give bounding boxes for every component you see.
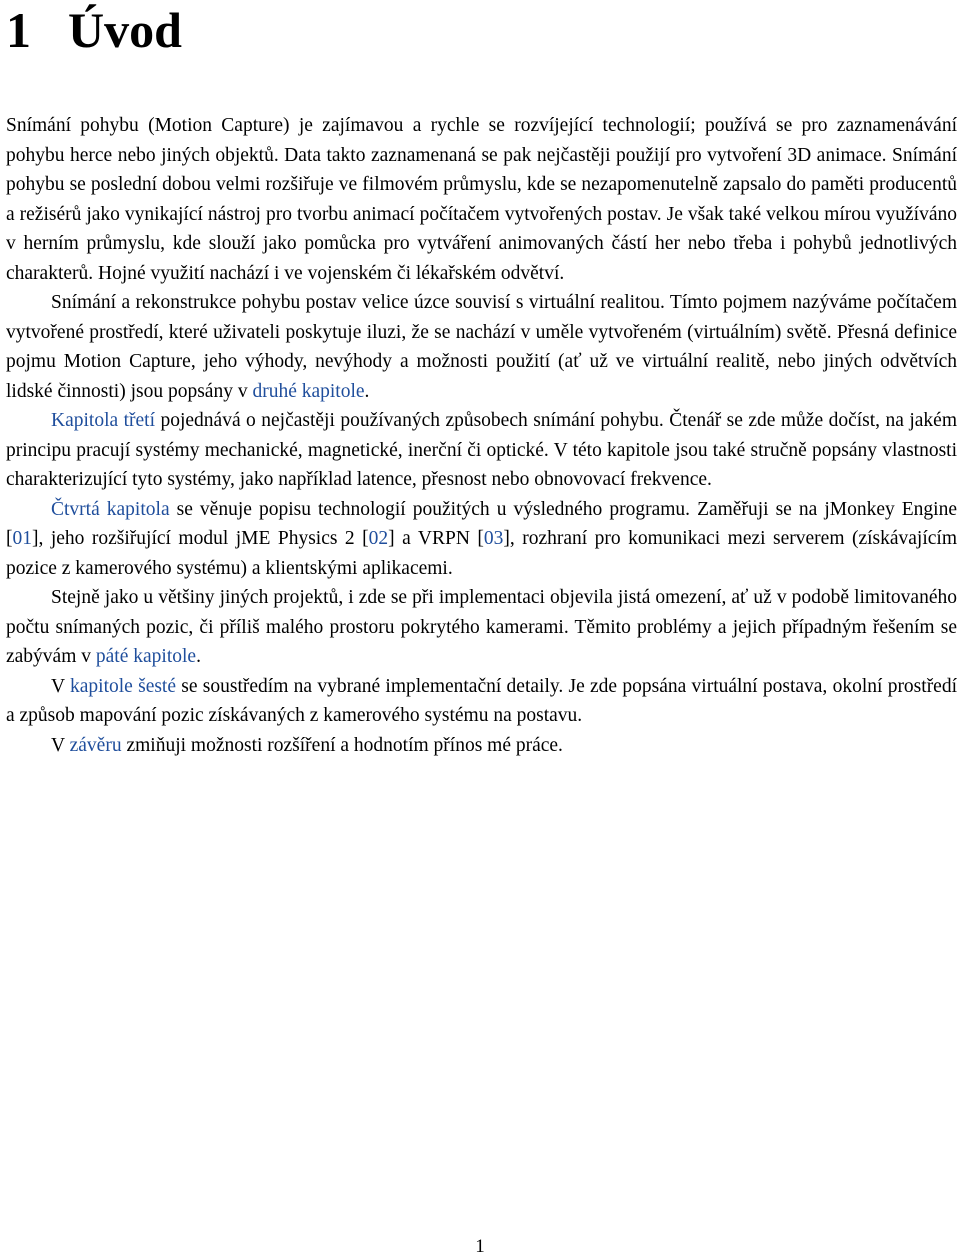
paragraph-text: ], rozhraní pro komunikaci mezi serverem (získávajícím pozice z kamerového systému) a klientskými aplikacemi. bbox=[6, 528, 958, 579]
paragraph-text: se soustředím na vybrané implementační detaily. Je zde popsána virtuální postava, okolní prostředí a způsob mapování pozic získávaných z kamerového systému na postavu. bbox=[6, 675, 958, 726]
link-conclusion[interactable]: závěru bbox=[69, 734, 122, 756]
paragraph-text: . bbox=[364, 380, 370, 402]
paragraph-text: pojednává o nejčastěji používaných způsobech snímání pohybu. Čtenář se zde může dočíst, na jakém principu pracují systémy mechanické, magnetické, inerční či optické. V této kapitole jsou také stručně popsány vlastnosti charakterizující tyto systémy, jako například latence, přesnost nebo obnovovací frekvence. bbox=[6, 410, 957, 490]
paragraph-text: . bbox=[196, 646, 201, 667]
paragraph-chapter-four bbox=[6, 495, 957, 584]
paragraph-chapter-six bbox=[6, 672, 957, 731]
paragraph-text: ], jeho rozšiřující modul jME Physics 2 [ bbox=[32, 528, 369, 549]
reference-link-02[interactable]: 02 bbox=[368, 528, 389, 549]
paragraph-text: ] a VRPN [ bbox=[388, 528, 484, 549]
paragraph-limitations bbox=[6, 583, 957, 672]
paragraph-text: V bbox=[51, 734, 70, 756]
link-chapter-three[interactable]: Kapitola třetí bbox=[51, 410, 156, 431]
chapter-title: Úvod bbox=[68, 2, 182, 58]
reference-link-01[interactable]: 01 bbox=[12, 528, 32, 549]
link-chapter-five[interactable]: páté kapitole bbox=[95, 646, 197, 667]
link-chapter-two[interactable]: druhé kapitole bbox=[252, 380, 365, 402]
paragraph-text: Stejně jako u většiny jiných projektů, i zde se při implementaci objevila jistá omezení, ať už v podobě limitovaného počtu snímaných pozic, či příliš malého prostoru pokrytého kamerami. Těmito problémy a jejich případným řešením se zabývám v bbox=[6, 587, 957, 667]
paragraph-text: zmiňuji možnosti rozšíření a hodnotím přínos mé práce. bbox=[121, 734, 563, 756]
chapter-number: 1 bbox=[6, 2, 31, 58]
reference-link-03[interactable]: 03 bbox=[483, 528, 504, 549]
page-number: 1 bbox=[475, 1236, 485, 1257]
paragraph-text: Snímání pohybu (Motion Capture) je zajímavou a rychle se rozvíjející technologií; používá se pro zaznamenávání pohybu herce nebo jiných objektů. Data takto zaznamenaná se pak nejčastěji použijí pro vytvoření 3D animace. Snímání pohybu se poslední dobou velmi rozšiřuje ve filmovém průmyslu, kde se nezapomenutelně zapsalo do paměti producentů a režisérů jako vynikající nástroj pro tvorbu animací počítačem vytvořených postav. Je však také velkou mírou využíváno v herním průmyslu, kde slouží jako pomůcka pro vytváření animovaných částí her nebo třeba i pohybů jednotlivých charakterů. Hojné využití nachází i ve vojenském či lékařském odvětví. bbox=[6, 115, 957, 284]
chapter-body bbox=[6, 111, 957, 760]
paragraph-text: se věnuje popisu technologií použitých u výsledného programu. Zaměřuji se na jMonkey Engine [ bbox=[6, 498, 957, 549]
paragraph-chapter-three bbox=[6, 406, 957, 495]
paragraph-intro bbox=[6, 111, 957, 288]
paragraph-virtual-reality bbox=[6, 288, 957, 406]
paragraph-conclusion bbox=[6, 731, 957, 761]
paragraph-text: V bbox=[51, 675, 71, 697]
link-chapter-four[interactable]: Čtvrtá kapitola bbox=[51, 498, 170, 520]
link-chapter-six[interactable]: kapitole šesté bbox=[70, 675, 177, 697]
chapter-heading bbox=[6, 0, 182, 60]
paragraph-text: Snímání a rekonstrukce pohybu postav velice úzce souvisí s virtuální realitou. Tímto pojmem nazýváme počítačem vytvořené prostředí, které uživateli poskytuje iluzi, že se nachází v uměle vytvořeném (virtuálním) světě. Přesná definice pojmu Motion Capture, jeho výhody, nevýhody a možnosti použití (ať už ve virtuální realitě, nebo jiných odvětvích lidské činnosti) jsou popsány v bbox=[6, 292, 957, 402]
